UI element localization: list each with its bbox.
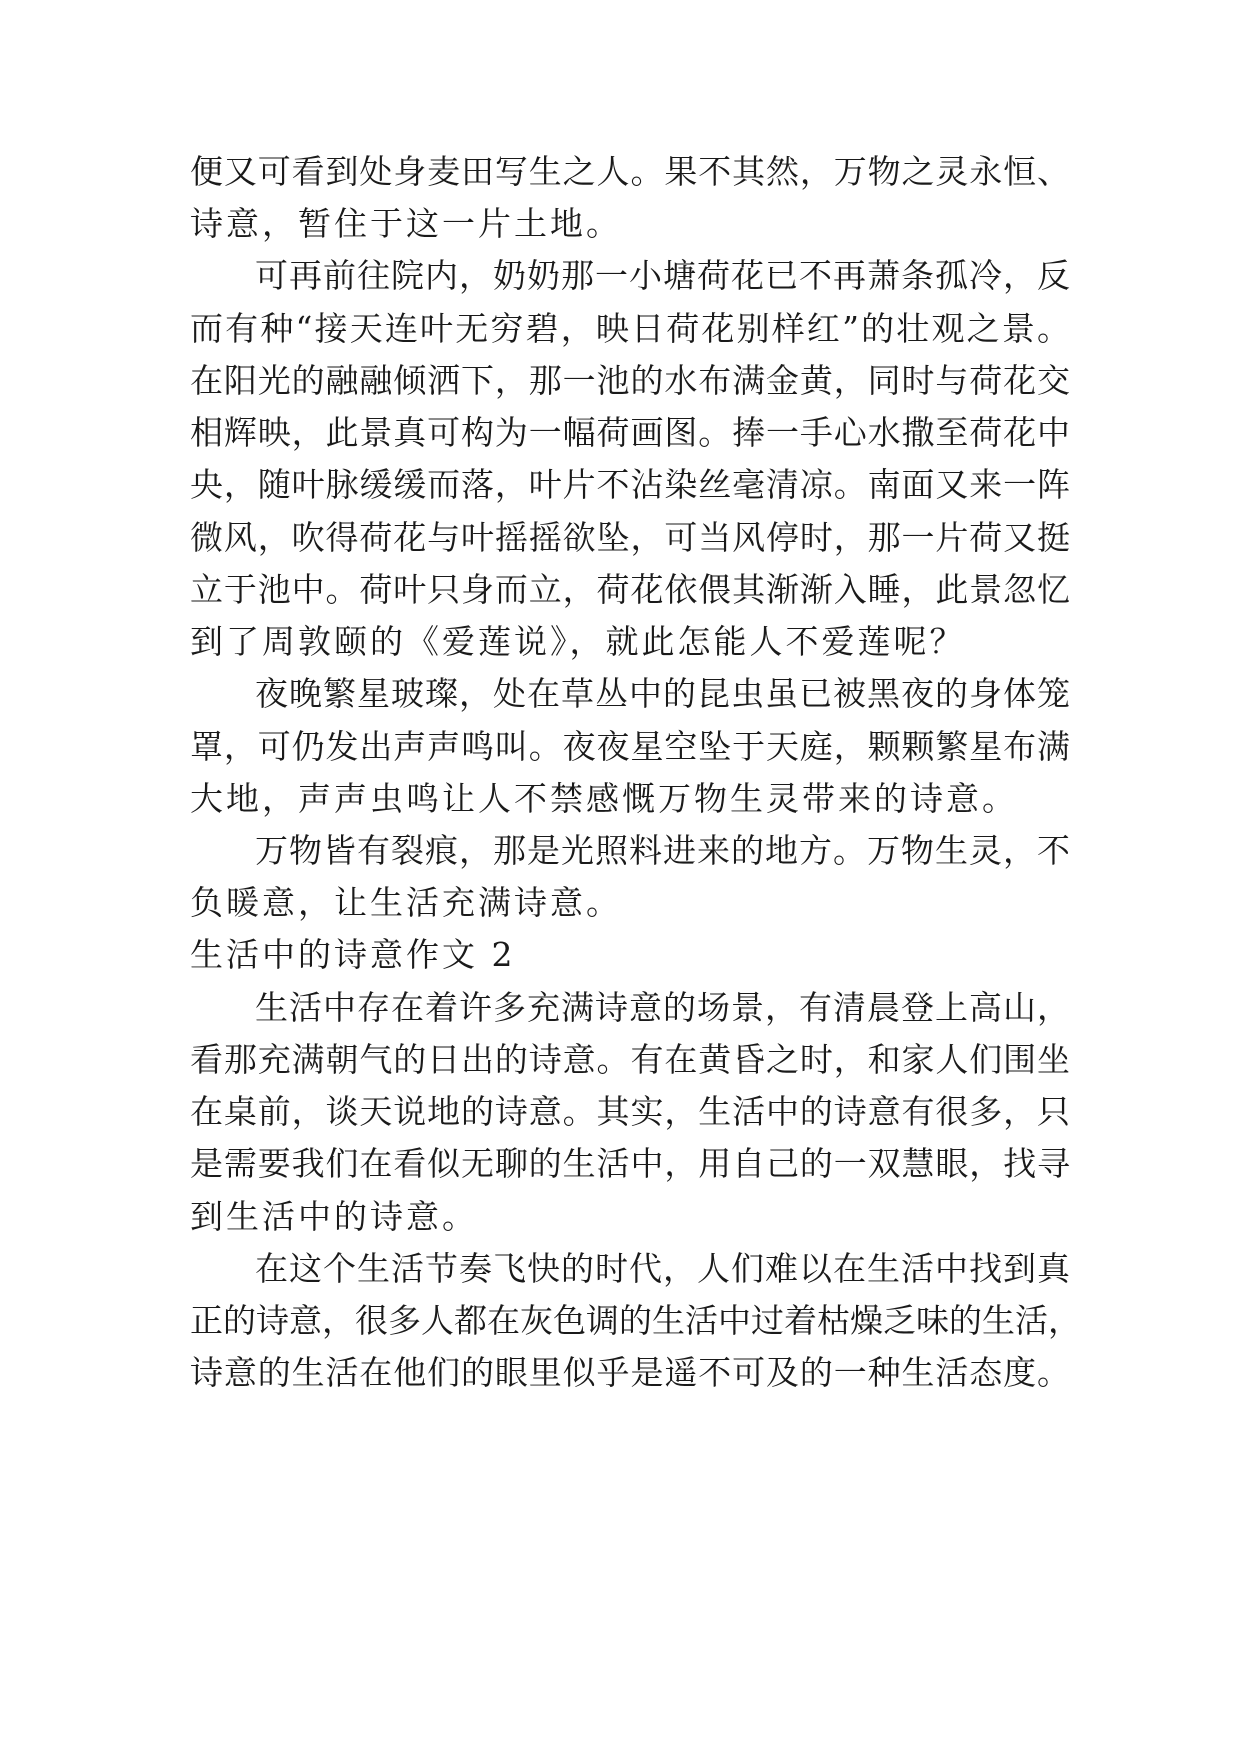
text-line: 到生活中的诗意。 (190, 1197, 478, 1236)
text-line: 看那充满朝气的日出的诗意。有在黄昏之时，和家人们围坐 (190, 1040, 1070, 1079)
text-line: 便又可看到处身麦田写生之人。果不其然，万物之灵永恒、 (190, 152, 1070, 191)
text-line: 生活中存在着许多充满诗意的场景，有清晨登上高山， (255, 988, 1070, 1027)
text-line: 而有种“接天连叶无穷碧，映日荷花别样红”的壮观之景。 (190, 309, 1070, 348)
text-line: 是需要我们在看似无聊的生活中，用自己的一双慧眼，找寻 (190, 1144, 1070, 1183)
text-line: 可再前往院内，奶奶那一小塘荷花已不再萧条孤冷，反 (255, 256, 1070, 295)
text-line: 正的诗意，很多人都在灰色调的生活中过着枯燥乏味的生活， (190, 1301, 1081, 1340)
text-line: 诗意，暂住于这一片土地。 (190, 204, 622, 243)
text-line: 立于池中。荷叶只身而立，荷花依偎其渐渐入睡，此景忽忆 (190, 570, 1070, 609)
text-line: 在这个生活节奏飞快的时代，人们难以在生活中找到真 (255, 1249, 1070, 1288)
text-line: 在阳光的融融倾洒下，那一池的水布满金黄，同时与荷花交 (190, 361, 1070, 400)
text-line: 大地，声声虫鸣让人不禁感慨万物生灵带来的诗意。 (190, 779, 1018, 818)
text-line: 相辉映，此景真可构为一幅荷画图。捧一手心水撒至荷花中 (190, 413, 1070, 452)
text-line: 微风，吹得荷花与叶摇摇欲坠，可当风停时，那一片荷又挺 (190, 518, 1070, 557)
text-line: 到了周敦颐的《爱莲说》，就此怎能人不爱莲呢？ (190, 622, 966, 661)
text-line: 在桌前，谈天说地的诗意。其实，生活中的诗意有很多，只 (190, 1092, 1070, 1131)
text-line: 央，随叶脉缓缓而落，叶片不沾染丝毫清凉。南面又来一阵 (190, 465, 1070, 504)
section-heading: 生活中的诗意作文 2 (190, 935, 516, 974)
text-line: 夜晚繁星玻璨，处在草丛中的昆虫虽已被黑夜的身体笼 (255, 674, 1070, 713)
text-line: 负暖意，让生活充满诗意。 (190, 883, 622, 922)
text-line: 诗意的生活在他们的眼里似乎是遥不可及的一种生活态度。 (190, 1353, 1070, 1392)
text-line: 罩，可仍发出声声鸣叫。夜夜星空坠于天庭，颗颗繁星布满 (190, 727, 1070, 766)
text-line: 万物皆有裂痕，那是光照料进来的地方。万物生灵，不 (255, 831, 1070, 870)
